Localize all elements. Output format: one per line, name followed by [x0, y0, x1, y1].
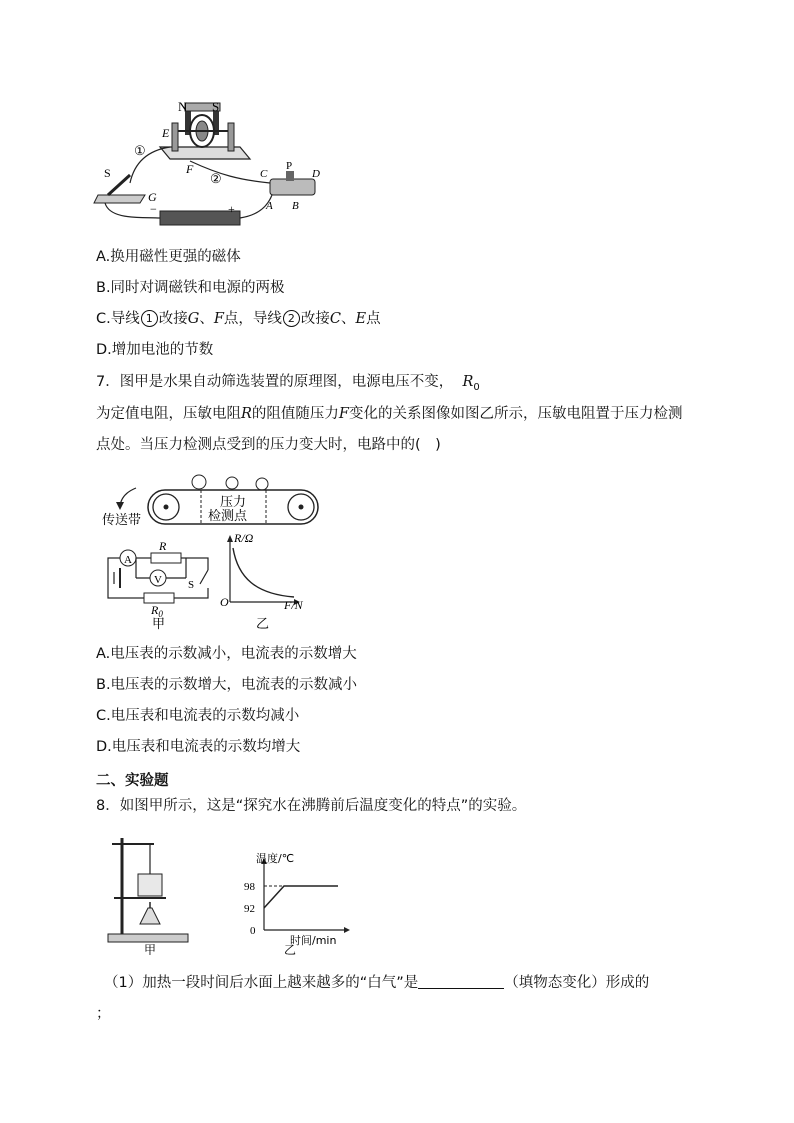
q8-graph-x-label: 时间/min — [290, 934, 337, 947]
caption-yi: 乙 — [256, 617, 270, 632]
label-minus: − — [150, 202, 157, 216]
q6c-text: C.导线 — [96, 311, 140, 327]
q7-option-c: C.电压表和电流表的示数均减小 — [96, 708, 300, 724]
label-f: F — [186, 162, 194, 176]
label-a: A — [266, 200, 273, 212]
label-wire1: ① — [134, 143, 146, 158]
q6c-g: G — [187, 311, 200, 327]
r0-symbol: R — [462, 374, 474, 390]
label-d: D — [312, 168, 320, 180]
q8-caption-yi: 乙 — [284, 943, 297, 955]
pressure-label: 压力 — [220, 495, 247, 510]
graph-y-label: R/Ω — [234, 531, 254, 545]
label-s-magnet: S — [212, 99, 220, 114]
q8-stem: 8．如图甲所示，这是“探究水在沸腾前后温度变化的特点”的实验。 — [96, 798, 527, 814]
wire1-circle: 1 — [141, 310, 158, 327]
q8-sub1-text: （1）加热一段时间后水面上越来越多的“白气”是 — [104, 975, 419, 991]
q6-option-c — [96, 309, 381, 329]
q6c-text: 、 — [341, 311, 356, 327]
detect-point-label: 检测点 — [208, 509, 248, 524]
switch-s-label: S — [188, 579, 195, 591]
tick-98: 98 — [244, 881, 255, 893]
q6c-text: 改接 — [158, 311, 188, 327]
conveyor-label: 传送带 — [102, 513, 142, 528]
q8-caption-jia: 甲 — [144, 943, 157, 955]
q7-stem-line1 — [96, 372, 480, 398]
fruit-sorter-figure — [96, 468, 336, 638]
q6c-text: 、 — [199, 311, 214, 327]
r0-subscript: 0 — [473, 381, 480, 393]
label-plus: + — [228, 202, 235, 216]
q8-sub1-end: ； — [96, 1006, 111, 1022]
q7-stem-text: 的阻值随压力 — [251, 406, 339, 422]
r-symbol: R — [241, 406, 252, 422]
r0-r: R — [151, 603, 159, 617]
x-axis-arrow — [344, 927, 350, 933]
q6c-text: 点 — [366, 311, 381, 327]
label-p: P — [286, 160, 293, 172]
q7-option-a: A.电压表的示数减小，电流表的示数增大 — [96, 646, 357, 662]
voltmeter-label: V — [154, 574, 162, 586]
graph-x-label: F/N — [284, 598, 303, 612]
caption-jia: 甲 — [152, 617, 166, 632]
temperature-line — [264, 886, 338, 908]
q6c-f: F — [213, 311, 224, 327]
r-label: R — [159, 539, 167, 553]
q8-graph-y-label: 温度/℃ — [256, 852, 295, 865]
q6c-c: C — [329, 311, 341, 327]
q7-stem-text: 为定值电阻，压敏电阻 — [96, 406, 241, 422]
label-n: N — [178, 99, 188, 114]
f-symbol: F — [338, 406, 349, 422]
q6c-text: 点，导线 — [223, 311, 282, 327]
q6-option-b: B.同时对调磁铁和电源的两极 — [96, 280, 285, 296]
wire2-circle: 2 — [283, 310, 300, 327]
q6c-e: E — [355, 311, 367, 327]
label-g: G — [148, 190, 157, 204]
q6c-text: 改接 — [300, 311, 330, 327]
boiling-experiment-figure — [104, 830, 364, 955]
q8-sub1-text: （填物态变化）形成的 — [504, 975, 650, 991]
section-title: 二、实验题 — [96, 773, 169, 789]
q8-sub1 — [104, 973, 649, 993]
q7-option-b: B.电压表的示数增大，电流表的示数减小 — [96, 677, 358, 693]
tick-0: 0 — [250, 925, 256, 937]
q7-stem-body — [96, 399, 696, 461]
r0-sub: 0 — [158, 609, 163, 619]
q6-option-a: A.换用磁性更强的磁体 — [96, 249, 241, 265]
answer-blank[interactable] — [418, 974, 504, 989]
motor-circuit-figure — [90, 95, 330, 230]
label-switch-s: S — [104, 166, 111, 180]
label-b: B — [292, 200, 299, 212]
q6-option-d: D.增加电池的节数 — [96, 342, 214, 358]
label-e: E — [162, 126, 170, 140]
ammeter-label: A — [124, 554, 132, 566]
graph-origin: O — [220, 595, 229, 609]
tick-92: 92 — [244, 903, 255, 915]
q7-option-d: D.电压表和电流表的示数均增大 — [96, 739, 301, 755]
q7-stem-text: 变化的关系图像如图乙所示，压敏电阻置于压力检测点处。当压力检测点受到的压力变大时，电路中的( ) — [96, 406, 683, 453]
q7-stem-text: 7．图甲是水果自动筛选装置的原理图，电源电压不变， — [96, 374, 454, 390]
label-c: C — [260, 168, 268, 180]
label-wire2: ② — [210, 171, 222, 186]
